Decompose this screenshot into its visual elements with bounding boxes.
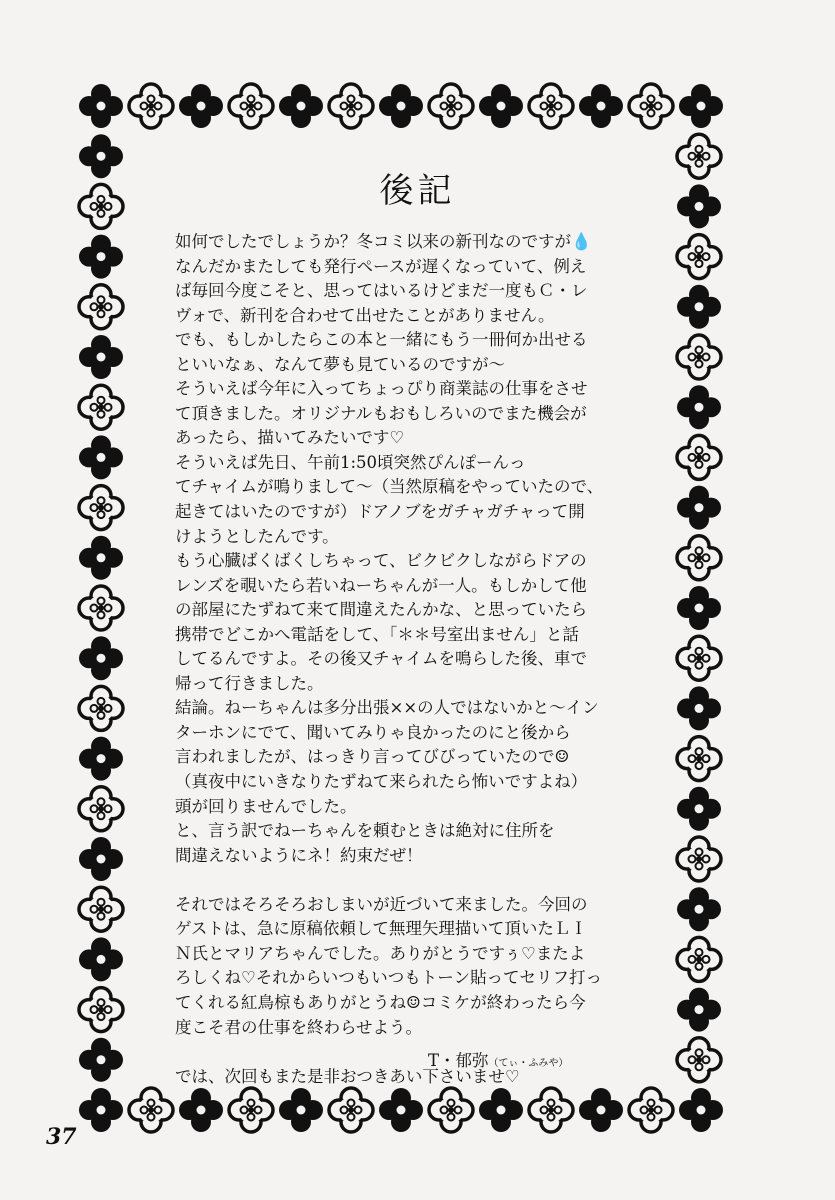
dark-flower-icon	[677, 988, 721, 1032]
afterword-text	[175, 230, 665, 1089]
outline-flower-icon	[79, 586, 123, 630]
outline-flower-icon	[677, 636, 721, 680]
text-line: 結論。ねーちゃんは多分出張××の人ではないかと〜イン	[175, 698, 599, 718]
text-line: てチャイムが鳴りまして〜（当然原稿をやっていたので、	[175, 477, 604, 497]
outline-flower-icon	[79, 787, 123, 831]
text-line: ば毎回今度こそと、思ってはいるけどまだ一度もＣ・レ	[175, 281, 588, 301]
text-line: てくれる紅鳥椋もありがとうね☺コミケが終わったら今	[175, 992, 586, 1012]
outline-flower-icon	[129, 84, 173, 128]
dark-flower-icon	[677, 486, 721, 530]
text-line: ヴォで、新刊を合わせて出せたことがありません。	[175, 305, 555, 325]
dark-flower-icon	[179, 84, 223, 128]
dark-flower-icon	[179, 1088, 223, 1132]
dark-flower-icon	[379, 84, 423, 128]
text-line: レンズを覗いたら若いねーちゃんが一人。もしかして他	[175, 575, 587, 595]
text-line: ターホンにでて、聞いてみりゃ良かったのにと後から	[175, 722, 571, 742]
text-line: もう心臓ばくばくしちゃって、ビクビクしながらドアの	[175, 551, 587, 571]
text-line: といいなぁ、なんて夢も見ているのですが〜	[175, 354, 505, 374]
dark-flower-icon	[479, 84, 523, 128]
dark-flower-icon	[279, 84, 323, 128]
text-line: 如何でしたでしょうか？冬コミ以来の新刊なのですが💧	[175, 232, 592, 251]
text-line: 頭が回りませんでした。	[175, 796, 357, 816]
dark-flower-icon	[279, 1088, 323, 1132]
text-line: それではそろそろおしまいが近づいて来ました。今回の	[175, 894, 588, 914]
dark-flower-icon	[579, 1088, 623, 1132]
signature	[428, 1047, 568, 1071]
outline-flower-icon	[677, 937, 721, 981]
dark-flower-icon	[79, 84, 123, 128]
text-line: 言われましたが、はっきり言ってびびっていたので☺	[175, 747, 570, 767]
text-line: 携帯でどこかへ電話をして、「＊＊号室出ません」と話	[175, 624, 579, 644]
outline-flower-icon	[329, 1088, 373, 1132]
dark-flower-icon	[79, 737, 123, 781]
dark-flower-icon	[79, 435, 123, 479]
page-title: 後記	[379, 171, 456, 211]
text-line: （真夜中にいきなりたずねて来られたら怖いですよね）	[175, 772, 588, 792]
text-line: Ｎ氏とマリアちゃんでした。ありがとうですぅ♡またよ	[175, 943, 586, 963]
outline-flower-icon	[677, 435, 721, 479]
outline-flower-icon	[79, 887, 123, 931]
outline-flower-icon	[529, 1088, 573, 1132]
text-line: ろしくね♡それからいつもいつもトーン貼ってセリフ打っ	[175, 968, 602, 988]
signature-reading: （てぃ・ふみや）	[488, 1058, 569, 1069]
outline-flower-icon	[677, 737, 721, 781]
outline-flower-icon	[229, 84, 273, 128]
dark-flower-icon	[679, 84, 723, 128]
dark-flower-icon	[677, 887, 721, 931]
text-line: と、言う訳でねーちゃんを頼むときは絶対に住所を	[175, 821, 555, 841]
dark-flower-icon	[677, 285, 721, 329]
outline-flower-icon	[79, 285, 123, 329]
text-line: 帰って行きました。	[175, 673, 324, 693]
text-line: そういえば先日、午前1:50頃突然ぴんぽーんっ	[175, 452, 526, 472]
dark-flower-icon	[79, 1038, 123, 1082]
outline-flower-icon	[629, 84, 673, 128]
outline-flower-icon	[629, 1088, 673, 1132]
outline-flower-icon	[79, 686, 123, 730]
outline-flower-icon	[677, 837, 721, 881]
dark-flower-icon	[79, 1088, 123, 1132]
dark-flower-icon	[79, 335, 123, 379]
dark-flower-icon	[677, 787, 721, 831]
text-line: あったら、描いてみたいです♡	[175, 428, 405, 448]
text-line: の部屋にたずねて来て間違えたんかな、と思っていたら	[175, 600, 588, 620]
text-line: そういえば今年に入ってちょっぴり商業誌の仕事をさせ	[175, 379, 588, 399]
outline-flower-icon	[79, 385, 123, 429]
signature-name: T・郁弥	[428, 1051, 489, 1070]
dark-flower-icon	[79, 636, 123, 680]
outline-flower-icon	[429, 84, 473, 128]
outline-flower-icon	[529, 84, 573, 128]
dark-flower-icon	[79, 937, 123, 981]
text-line: でも、もしかしたらこの本と一緒にもう一冊何か出せる	[175, 330, 588, 350]
outline-flower-icon	[677, 335, 721, 379]
dark-flower-icon	[579, 84, 623, 128]
dark-flower-icon	[677, 586, 721, 630]
text-line: ゲストは、急に原稿依頼して無理矢理描いて頂いたＬＩ	[175, 919, 587, 939]
outline-flower-icon	[229, 1088, 273, 1132]
text-line: けようとしたんです。	[175, 526, 339, 546]
text-line	[175, 1040, 665, 1065]
dark-flower-icon	[679, 1088, 723, 1132]
text-line: 度こそ君の仕事を終わらせよう。	[175, 1017, 423, 1037]
dark-flower-icon	[479, 1088, 523, 1132]
dark-flower-icon	[79, 536, 123, 580]
outline-flower-icon	[677, 536, 721, 580]
dark-flower-icon	[79, 235, 123, 279]
dark-flower-icon	[79, 837, 123, 881]
dark-flower-icon	[677, 686, 721, 730]
outline-flower-icon	[429, 1088, 473, 1132]
text-line: て頂きました。オリジナルもおもしろいのでまた機会が	[175, 403, 587, 423]
page-number: 37	[46, 1124, 77, 1150]
text-line: 起きてはいたのですが）ドアノブをガチャガチャって開	[175, 502, 585, 522]
text-line: してるんですよ。その後又チャイムを鳴らした後、車で	[175, 649, 588, 669]
text-line: 間違えないようにネ！約束だぜ！	[175, 845, 423, 865]
outline-flower-icon	[677, 235, 721, 279]
text-line: なんだかまたしても発行ペースが遅くなっていて、例え	[175, 256, 587, 276]
dark-flower-icon	[677, 385, 721, 429]
outline-flower-icon	[79, 486, 123, 530]
outline-flower-icon	[329, 84, 373, 128]
text-line	[175, 868, 665, 893]
outline-flower-icon	[79, 988, 123, 1032]
outline-flower-icon	[677, 1038, 721, 1082]
outline-flower-icon	[129, 1088, 173, 1132]
dark-flower-icon	[379, 1088, 423, 1132]
text-line: では、次回もまた是非おつきあい下さいませ♡	[175, 1066, 520, 1086]
